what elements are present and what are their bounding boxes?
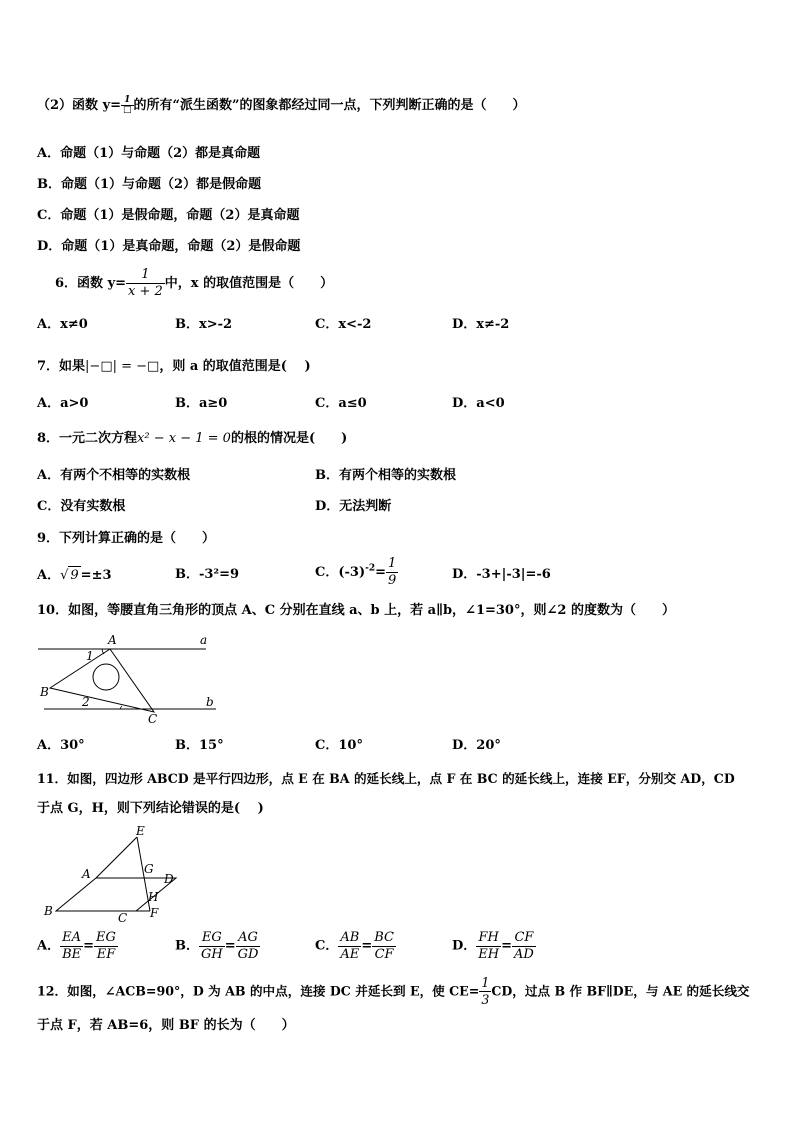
q12-suffix: CD，过点 B 作 BF∥DE，与 AE 的延长线交 bbox=[491, 983, 750, 999]
q11-c-n1: AB bbox=[340, 930, 360, 945]
q8-expr: x² − x − 1 = 0 bbox=[137, 431, 231, 446]
q5-frac-num: 1 bbox=[121, 96, 134, 106]
label-A: A bbox=[82, 867, 91, 881]
label-b: b bbox=[206, 695, 214, 709]
q11-b-frac1 bbox=[199, 930, 225, 963]
q11-c-frac1 bbox=[338, 930, 361, 963]
q11-stem-line1: 11．如图，四边形 ABCD 是平行四边形，点 E 在 BA 的延长线上，点 F 在 BC 的延长线上，连接 EF，分别交 AD，CD bbox=[37, 771, 735, 786]
q8-stem bbox=[37, 430, 347, 448]
q9-c-num: 1 bbox=[388, 556, 397, 571]
q7-option-d: D．a<0 bbox=[452, 396, 505, 411]
q11-c-label: C． bbox=[315, 938, 339, 954]
label-E: E bbox=[136, 825, 145, 838]
q12-frac-num: 1 bbox=[481, 975, 490, 990]
q11-d-d1: EH bbox=[478, 947, 500, 962]
q11-a-n2: EG bbox=[96, 930, 116, 945]
q5-option-b: B．命题（1）与命题（2）都是假命题 bbox=[37, 177, 262, 192]
label-H: H bbox=[148, 890, 159, 904]
label-C: C bbox=[118, 911, 128, 925]
q10-option-a: A．30° bbox=[37, 738, 85, 753]
q11-d-frac2 bbox=[512, 930, 536, 963]
q5-option-a: A．命题（1）与命题（2）都是真命题 bbox=[37, 146, 261, 161]
q11-a-d2: EF bbox=[96, 947, 116, 962]
q5-part2-fraction bbox=[121, 96, 134, 115]
q12-stem-line1 bbox=[37, 975, 750, 1008]
q11-a-n1: EA bbox=[60, 930, 83, 947]
q11-b-d2: GD bbox=[237, 947, 259, 962]
q5-part2-prefix: （2）函数 y= bbox=[37, 98, 122, 113]
q11-c-d2: CF bbox=[374, 947, 394, 962]
q8-suffix: 的根的情况是( ) bbox=[230, 431, 348, 446]
q7-option-c: C．a≤0 bbox=[315, 396, 367, 411]
q5-frac-den: □ bbox=[123, 105, 132, 115]
q9-c-exp: -2 bbox=[365, 563, 376, 574]
q12-stem-line2: 于点 F，若 AB=6，则 BF 的长为（ ） bbox=[37, 1018, 295, 1033]
q5-option-c: C．命题（1）是假命题，命题（2）是真命题 bbox=[37, 208, 300, 223]
q9-c-base: C．(-3) bbox=[315, 565, 366, 580]
q9-a-label: A． bbox=[37, 568, 61, 583]
q10-option-b: B．15° bbox=[175, 738, 224, 753]
q11-stem-line2: 于点 G，H，则下列结论错误的是( ) bbox=[37, 801, 264, 816]
label-F: F bbox=[150, 906, 159, 920]
q5-part2-suffix: 的所有“派生函数”的图象都经过同一点，下列判断正确的是（ ） bbox=[133, 98, 526, 113]
q11-d-n1: FH bbox=[476, 930, 501, 947]
q11-a-frac2 bbox=[94, 930, 118, 963]
q9-c-fraction bbox=[386, 556, 398, 589]
q10-figure bbox=[36, 630, 226, 725]
q11-c-n2: BC bbox=[374, 930, 394, 945]
q11-option-c: C． $\frac{AB}{AE}$ = $\frac{BC}{CF}$ bbox=[315, 930, 394, 962]
q5-part2-stem bbox=[37, 96, 526, 115]
q12-frac-den: 3 bbox=[481, 992, 490, 1007]
q11-option-a: A． $\frac{EA}{BE}$ = $\frac{EG}{EF}$ bbox=[37, 930, 116, 962]
label-2: 2 bbox=[82, 695, 90, 709]
q6-option-a: A．x≠0 bbox=[37, 317, 88, 332]
q6-suffix: 中，x 的取值范围是（ ） bbox=[164, 276, 334, 291]
q12-prefix: 12．如图，∠ACB=90°，D 为 AB 的中点，连接 DC 并延长到 E，使 CE= bbox=[37, 983, 480, 999]
q11-b-label: B． bbox=[175, 938, 199, 954]
q12-fraction bbox=[479, 975, 491, 1008]
q11-figure bbox=[40, 825, 190, 925]
label-a: a bbox=[200, 633, 208, 647]
q6-frac-num: 1 bbox=[126, 267, 165, 284]
q6-option-c: C．x<-2 bbox=[315, 317, 372, 332]
q8-option-b: B．有两个相等的实数根 bbox=[315, 468, 456, 483]
q8-option-a: A．有两个不相等的实数根 bbox=[37, 468, 191, 483]
q9-option-c bbox=[315, 556, 398, 589]
q11-c-d1: AE bbox=[340, 947, 360, 962]
q7-expr: |−□| = −□ bbox=[85, 359, 160, 374]
q8-prefix: 8．一元二次方程 bbox=[37, 431, 138, 446]
q6-fraction bbox=[126, 267, 165, 300]
q10-option-d: D．20° bbox=[452, 738, 501, 753]
q11-c-frac2 bbox=[372, 930, 396, 963]
label-1: 1 bbox=[86, 649, 94, 663]
q7-option-a: A．a>0 bbox=[37, 396, 89, 411]
q9-a-result: =±3 bbox=[80, 568, 112, 583]
q6-prefix: 6．函数 y= bbox=[55, 276, 127, 291]
q11-a-frac1 bbox=[60, 930, 83, 963]
label-C: C bbox=[148, 712, 158, 725]
q11-option-d: D． $\frac{FH}{EH}$ = $\frac{CF}{AD}$ bbox=[452, 930, 534, 962]
q6-option-b: B．x>-2 bbox=[175, 317, 233, 332]
segment-ae bbox=[96, 837, 137, 878]
q8-option-d: D．无法判断 bbox=[315, 499, 392, 514]
q11-b-frac2 bbox=[236, 930, 261, 963]
q9-c-den: 9 bbox=[388, 573, 397, 588]
q7-prefix: 7．如果 bbox=[37, 359, 86, 374]
q7-stem bbox=[37, 358, 311, 376]
q11-option-b: B． $\frac{EG}{GH}$ = $\frac{AG}{GD}$ bbox=[175, 930, 259, 962]
q11-d-label: D． bbox=[452, 938, 477, 954]
q9-c-eq: = bbox=[375, 565, 386, 580]
q9-a-radicand: 9 bbox=[70, 568, 79, 583]
q6-frac-den: x + 2 bbox=[128, 284, 163, 299]
q7-option-b: B．a≥0 bbox=[175, 396, 228, 411]
q9-stem: 9．下列计算正确的是（ ） bbox=[37, 531, 216, 546]
q11-b-n2: AG bbox=[236, 930, 261, 947]
q9-option-d: D．-3+|-3|=-6 bbox=[452, 567, 551, 582]
q6-stem bbox=[55, 267, 333, 300]
q10-stem: 10．如图，等腰直角三角形的顶点 A、C 分别在直线 a、b 上，若 a∥b，∠1=30°，则∠2 的度数为（ ） bbox=[37, 603, 675, 618]
q11-d-n2: CF bbox=[512, 930, 536, 947]
label-B: B bbox=[44, 904, 53, 918]
q11-a-d1: BE bbox=[62, 947, 82, 962]
q11-d-frac1 bbox=[476, 930, 501, 963]
q9-option-b: B．-3²=9 bbox=[175, 567, 240, 582]
label-D: D bbox=[164, 872, 174, 886]
q5-option-d: D．命题（1）是真命题，命题（2）是假命题 bbox=[37, 239, 301, 254]
label-A: A bbox=[108, 633, 117, 647]
q10-option-c: C．10° bbox=[315, 738, 363, 753]
q9-option-a: A．√ 9 =±3 bbox=[37, 568, 112, 583]
triangle-circle bbox=[93, 664, 119, 690]
q11-b-d1: GH bbox=[201, 947, 223, 962]
q11-d-d2: AD bbox=[514, 947, 534, 962]
label-G: G bbox=[144, 862, 154, 876]
label-B: B bbox=[40, 685, 49, 699]
triangle-abc bbox=[50, 649, 154, 712]
q11-b-n1: EG bbox=[199, 930, 225, 947]
q8-option-c: C．没有实数根 bbox=[37, 499, 126, 514]
q7-suffix: ，则 a 的取值范围是( ) bbox=[159, 359, 311, 374]
q11-a-label: A． bbox=[37, 938, 61, 954]
angle-1-arc bbox=[102, 649, 104, 654]
q6-option-d: D．x≠-2 bbox=[452, 317, 510, 332]
